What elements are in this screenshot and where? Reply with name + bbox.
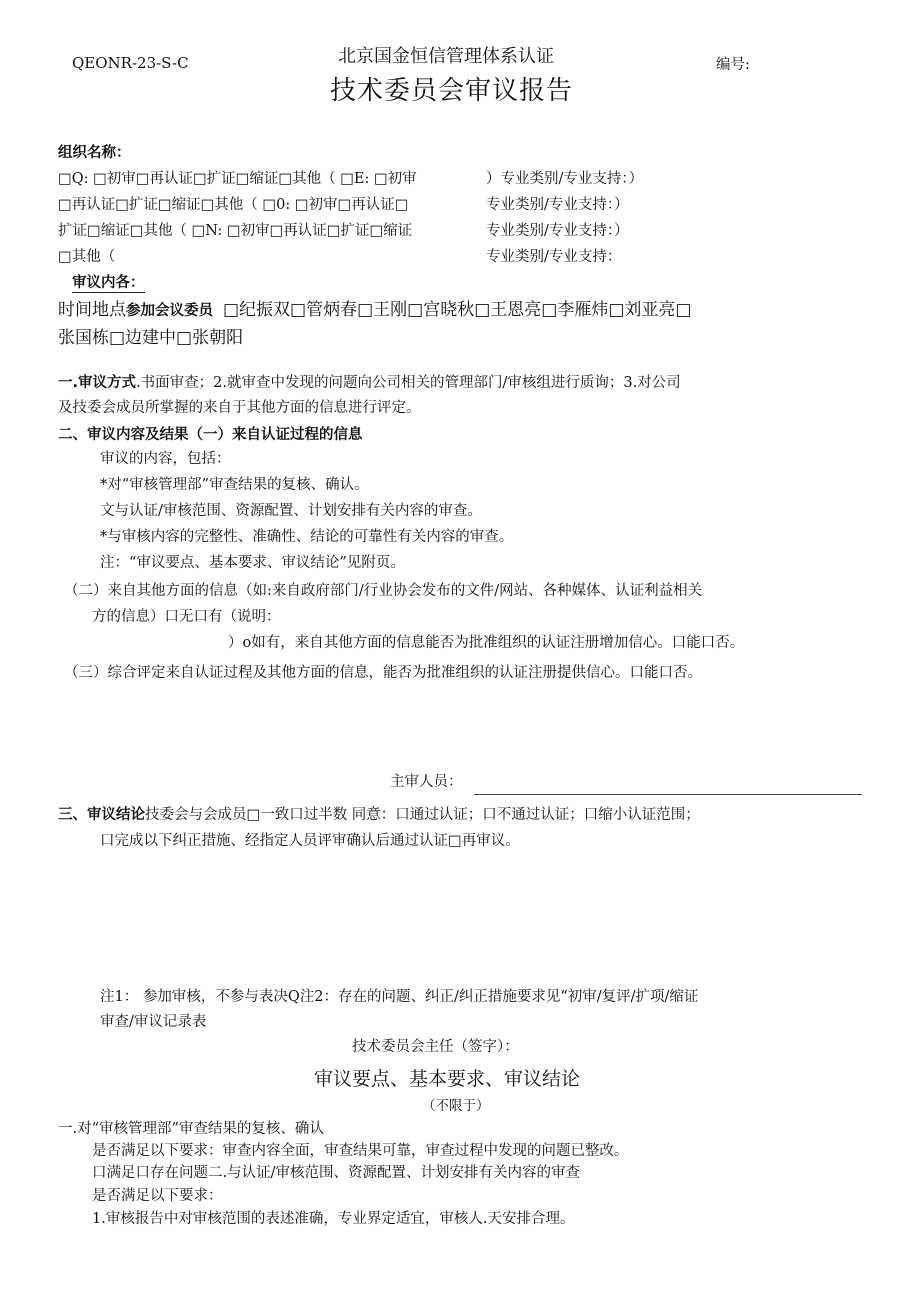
section3-heading: 三、审议结论	[58, 807, 145, 823]
section1-line-2: 及技委会成员所掌握的来自于其他方面的信息进行评定。	[58, 400, 421, 416]
page-title: 技术委员会审议报告	[330, 76, 574, 106]
specialty-line-1: ）专业类别/专业支持：）	[486, 171, 644, 187]
specialty-line-2: 专业类别/专业支持：）	[486, 197, 629, 213]
overall-assessment: （三）综合评定来自认证过程及其他方面的信息，能否为批准组织的认证注册提供信心。口能口否。	[64, 665, 702, 681]
review-content-label: 审议内各：	[72, 275, 145, 291]
appendix-line-2: 是否满足以下要求：审查内容全面，审查结果可靠，审查过程中发现的问题已整改。	[92, 1143, 629, 1159]
reviewer-signature-line	[474, 794, 862, 795]
other-info-line-2: 方的信息）口无口有（说明：	[92, 609, 281, 625]
appendix-line-1: 一.对“审核管理部”审查结果的复核、确认	[58, 1121, 324, 1137]
meeting-line-2: 张国栋□边建中□张朝阳	[58, 328, 244, 348]
appendix-subtitle: （不限于）	[422, 1098, 490, 1114]
section1-line-1: 一.审议方式.书面审查；2.就审查中发现的问题向公司相关的管理部门/审核组进行质询；3.对公司	[58, 375, 681, 391]
other-info-line-1: （二）来自其他方面的信息（如:来自政府部门/行业协会发布的文件/网站、各种媒体、认证利益相关	[64, 583, 703, 599]
reviewer-label: 主审人员：	[390, 774, 463, 790]
section3-line-1: 三、审议结论技委会与会成员□一致口过半数 同意：口通过认证；口不通过认证；口缩小认证范围；	[58, 807, 700, 823]
org-name-label: 组织名称：	[58, 145, 131, 161]
other-info-line-3: ）o如有，来自其他方面的信息能否为批准组织的认证注册增加信心。口能口否。	[228, 635, 745, 651]
cert-line-2: □再认证□扩证□缩证□其他（ □0: □初审□再认证□	[58, 197, 409, 213]
section1-heading: 一.审议方式	[58, 375, 137, 391]
appendix-title: 审议要点、基本要求、审议结论	[314, 1068, 581, 1090]
section2-item-1: 审议的内容，包括：	[100, 451, 231, 467]
section2-item-3: 文与认证/审核范围、资源配置、计划安排有关内容的审查。	[100, 503, 482, 519]
meeting-time-place: 时间地点	[58, 300, 126, 320]
section2-item-5: 注：“审议要点、基本要求、审议结论”见附页。	[100, 555, 405, 571]
section2-item-2: *对“审核管理部”审查结果的复核、确认。	[100, 477, 369, 493]
notes-line-1: 注1： 参加审核，不参与表决Q注2：存在的问题、纠正/纠正措施要求见“初审/复评/扩项/缩证	[100, 989, 699, 1005]
director-signature-label: 技术委员会主任（签字）：	[352, 1039, 519, 1055]
cert-line-3: 扩证□缩证□其他（ □N: □初审□再认证□扩证□缩证	[58, 223, 413, 239]
number-label: 编号:	[716, 57, 750, 73]
specialty-line-3: 专业类别/专业支持：）	[486, 223, 629, 239]
appendix-line-3: 口满足口存在问题二.与认证/审核范围、资源配置、计划安排有关内容的审查	[92, 1165, 580, 1181]
meeting-members-label: 参加会议委员	[126, 303, 213, 319]
cert-line-1: □Q: □初审□再认证□扩证□缩证□其他（ □E: □初审	[58, 171, 417, 187]
cert-line-4: □其他（	[58, 249, 116, 265]
org-title: 北京国金恒信管理体系认证	[338, 46, 554, 67]
specialty-line-4: 专业类别/专业支持：	[486, 249, 622, 265]
appendix-line-5: 1.审核报告中对审核范围的表述准确，专业界定适宜，审核人.天安排合理。	[92, 1211, 575, 1227]
appendix-line-4: 是否满足以下要求：	[92, 1188, 223, 1204]
section2-heading: 二、审议内容及结果（一）来自认证过程的信息	[58, 427, 363, 443]
notes-line-2: 审查/审议记录表	[100, 1014, 207, 1030]
doc-code: QEONR-23-S-C	[72, 54, 189, 72]
meeting-members: □纪振双□管炳春□王刚□宫晓秋□王恩亮□李雁炜□刘亚亮□	[223, 300, 692, 320]
section3-line-2: 口完成以下纠正措施、经指定人员评审确认后通过认证□再审议。	[100, 833, 520, 849]
meeting-line-1	[58, 302, 692, 319]
section2-item-4: *与审核内容的完整性、准确性、结论的可靠性有关内容的审查。	[100, 529, 514, 545]
